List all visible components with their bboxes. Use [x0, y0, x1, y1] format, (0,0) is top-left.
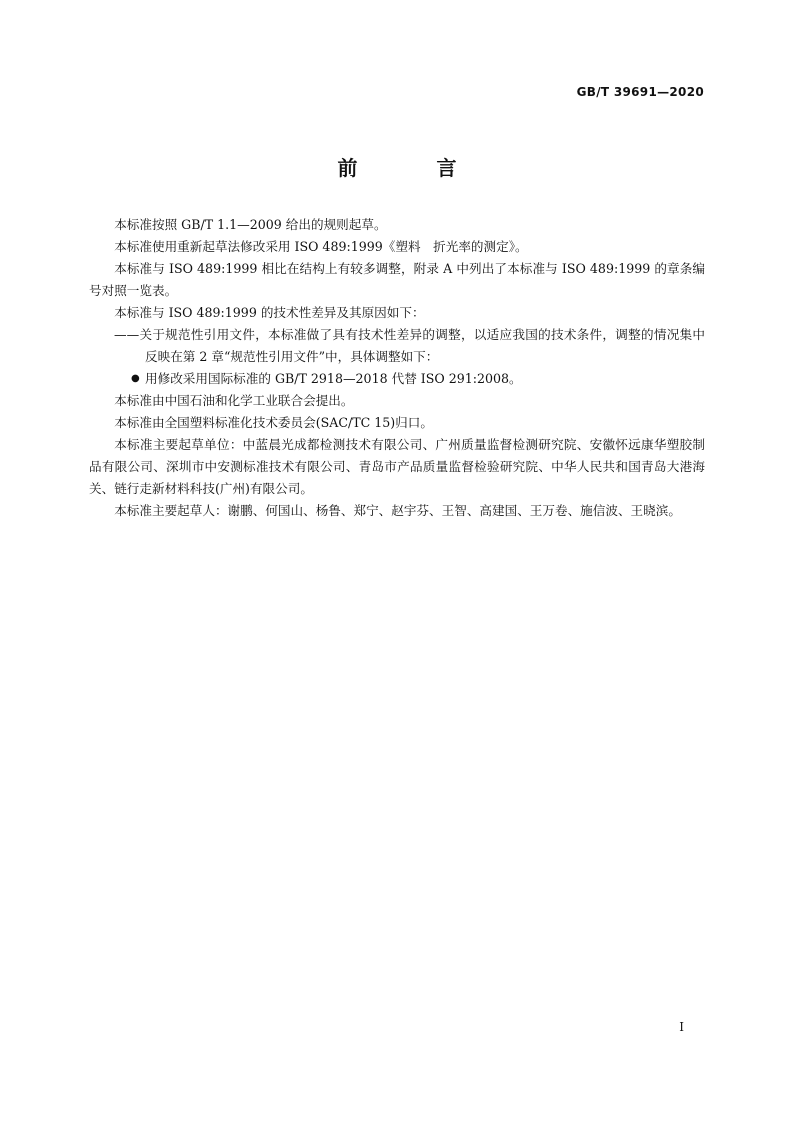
bullet-item-text: 用修改采用国际标准的 GB/T 2918—2018 代替 ISO 291:2008。 [145, 371, 522, 386]
page-title: 前 言 [337, 156, 493, 180]
foreword-body [89, 214, 705, 522]
paragraph-adoption-method: 本标准使用重新起草法修改采用 ISO 489:1999《塑料 折光率的测定》。 [114, 239, 528, 254]
paragraph-drafting-units: 本标准主要起草单位：中蓝晨光成都检测技术有限公司、广州质量监督检测研究院、安徽怀远康华塑胶制品有限公司、深圳市中安测标准技术有限公司、青岛市产品质量监督检验研究院、中华人民共和国青岛大港海关、链行走新材料科技(广州)有限公司。 [89, 437, 705, 496]
bullet-item-replacement [89, 368, 705, 390]
paragraph-drafters: 本标准主要起草人：谢鹏、何国山、杨鲁、郑宁、赵宇芬、王智、高建国、王万卷、施信波、王晓滨。 [114, 503, 681, 518]
dash-item-normative-references: ——关于规范性引用文件，本标准做了具有技术性差异的调整，以适应我国的技术条件，调整的情况集中反映在第 2 章“规范性引用文件”中，具体调整如下： [114, 327, 705, 364]
document-code: GB/T 39691—2020 [576, 85, 704, 99]
paragraph-structure-changes: 本标准与 ISO 489:1999 相比在结构上有较多调整，附录 A 中列出了本标准与 ISO 489:1999 的章条编号对照一览表。 [89, 261, 705, 298]
paragraph-proposer: 本标准由中国石油和化学工业联合会提出。 [114, 393, 354, 408]
paragraph-drafting-rules: 本标准按照 GB/T 1.1—2009 给出的规则起草。 [114, 217, 387, 232]
paragraph-technical-differences: 本标准与 ISO 489:1999 的技术性差异及其原因如下： [114, 305, 425, 320]
bullet-icon: ● [131, 373, 140, 384]
page-number: I [679, 1020, 684, 1034]
paragraph-administrator: 本标准由全国塑料标准化技术委员会(SAC/TC 15)归口。 [114, 415, 433, 430]
